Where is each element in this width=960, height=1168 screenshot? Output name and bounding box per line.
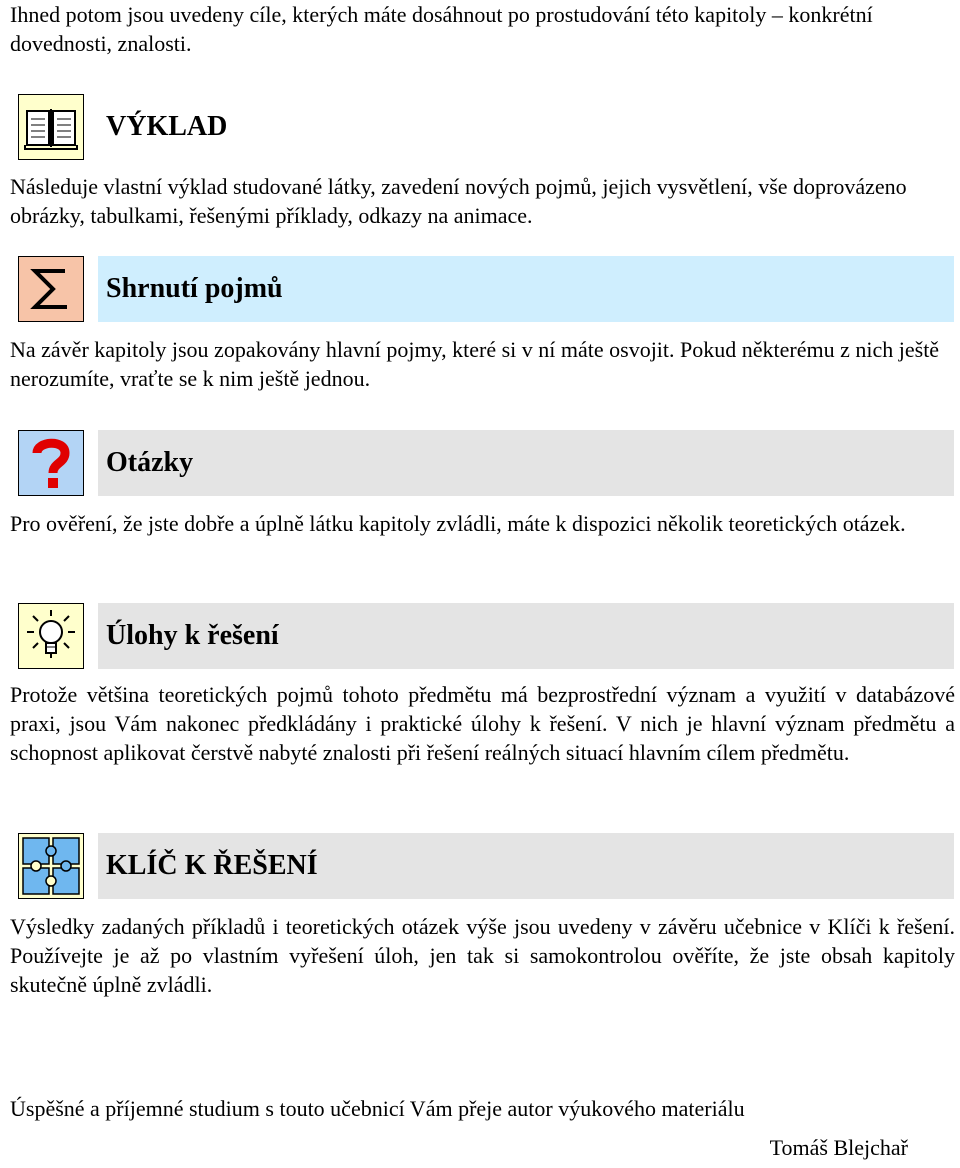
question-mark-icon bbox=[18, 430, 84, 496]
section-shrnuti-header bbox=[14, 256, 954, 322]
sigma-icon bbox=[18, 256, 84, 322]
section-title-otazky: Otázky bbox=[106, 447, 194, 478]
closing-paragraph: Úspěšné a příjemné studium s touto učebnicí Vám přeje autor výukového materiálu bbox=[10, 1096, 745, 1121]
section-band-background bbox=[98, 430, 954, 496]
section-title-klic: KLÍČ K ŘEŠENÍ bbox=[106, 850, 318, 881]
shrnuti-paragraph: Na závěr kapitoly jsou zopakovány hlavní pojmy, které si v ní máte osvojit. Pokud některému z nich ještě nerozumíte, vraťte se k nim ještě jednou. bbox=[10, 337, 940, 391]
section-title-shrnuti: Shrnutí pojmů bbox=[106, 273, 283, 304]
author-signature: Tomáš Blejchař bbox=[769, 1135, 908, 1160]
section-otazky-header bbox=[14, 430, 954, 496]
puzzle-icon bbox=[18, 833, 84, 899]
book-icon bbox=[18, 94, 84, 160]
klic-paragraph: Výsledky zadaných příkladů i teoretických otázek výše jsou uvedeny v závěru učebnice v Klíči k řešení. Používejte je až po vlastním vyřešení úloh, jen tak si samokontrolou ověříte, že jste obsah kapitoly skutečně úplně zvládli. bbox=[10, 914, 955, 997]
intro-paragraph: Ihned potom jsou uvedeny cíle, kterých máte dosáhnout po prostudování této kapitoly – konkrétní dovednosti, znalosti. bbox=[10, 2, 873, 56]
section-title-ulohy: Úlohy k řešení bbox=[106, 620, 279, 651]
section-title-vyklad: VÝKLAD bbox=[106, 111, 228, 142]
otazky-paragraph: Pro ověření, že jste dobře a úplně látku kapitoly zvládli, máte k dispozici několik teoretických otázek. bbox=[10, 511, 906, 536]
section-klic-header bbox=[14, 833, 954, 899]
section-ulohy-header bbox=[14, 603, 954, 669]
section-vyklad-header bbox=[14, 94, 954, 160]
light-bulb-icon bbox=[18, 603, 84, 669]
ulohy-paragraph: Protože většina teoretických pojmů tohoto předmětu má bezprostřední význam a využití v databázové praxi, jsou Vám nakonec předkládány i praktické úlohy k řešení. V nich je hlavní význam předmětu a schopnost aplikovat čerstvě nabyté znalosti při řešení reálných situací hlavním cílem předmětu. bbox=[10, 682, 955, 765]
vyklad-paragraph: Následuje vlastní výklad studované látky, zavedení nových pojmů, jejich vysvětlení, vše doprovázeno obrázky, tabulkami, řešenými příklady, odkazy na animace. bbox=[10, 174, 907, 228]
